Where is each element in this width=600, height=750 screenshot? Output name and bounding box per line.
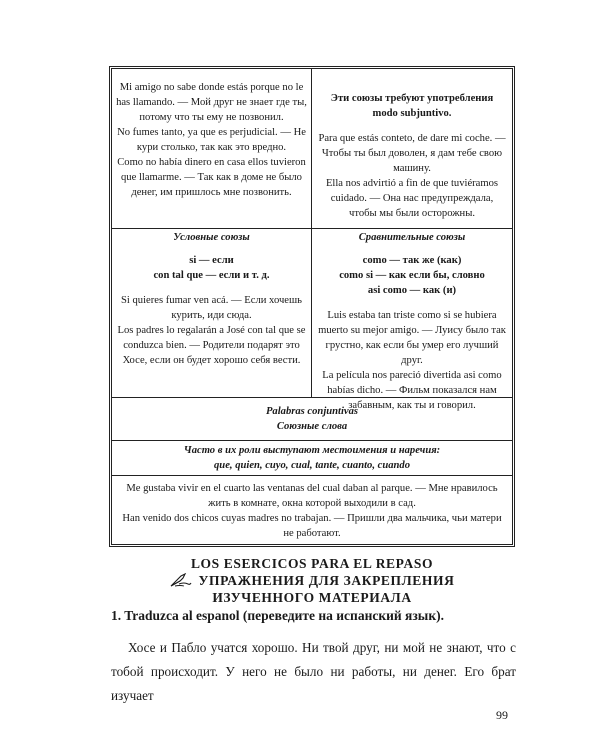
example-text: No fumes tanto, ya que es perjudicial. — Не кури столько, так как это вредно.	[117, 127, 306, 154]
example-text: Mi amigo no sabe donde estás porque no le has llamando. — Мой друг не знает где ты, потому что ты ему не позвонил.	[116, 82, 307, 124]
conditional-conjunctions-cell	[112, 229, 312, 397]
conjunctive-words-examples-cell	[112, 441, 512, 544]
subjunctive-note-cell	[312, 69, 512, 228]
cell-heading: Эти союзы требуют употребления modo subjuntivo.	[330, 93, 494, 120]
table-row	[112, 69, 512, 229]
cell-heading: Союзные слова	[276, 421, 348, 433]
conjunction-item: como — так же (как)	[362, 255, 462, 267]
example-text: Los padres lo regalarán a José con tal que se conduzca bien. — Родители подарят это Хосе, если он будет хорошо себя вести.	[117, 325, 306, 367]
section-title-line-1: LOS ESERCICOS PARA EL REPASO	[190, 556, 434, 571]
example-text: Como no había dinero en casa ellos tuvieron que llamarme. — Так как в доме не было денег, им пришлось мне позвонить.	[117, 157, 306, 199]
example-text: Para que estás conteto, de dare mi coche. — Чтобы ты был доволен, я дам тебе свою машину.	[318, 133, 506, 175]
causal-examples-cell	[112, 69, 312, 228]
examples-block	[112, 476, 512, 544]
comparative-conjunctions-cell	[312, 229, 512, 412]
example-text: Han venido dos chicos cuyas madres no trabajan. — Пришли два мальчика, чьи матери не работают.	[122, 513, 502, 540]
cell-heading: Условные союзы	[173, 232, 250, 243]
conjunction-item: asi como — как (и)	[367, 285, 457, 297]
table-row	[112, 398, 512, 441]
section-title-line-3: ИЗУЧЕННОГО МАТЕРИАЛА	[212, 590, 412, 605]
example-text: Luis estaba tan triste como si se hubiera muerto su mejor amigo. — Луису было так грустно, как если бы умер его лучший друг.	[318, 310, 506, 367]
exercise-body: Хосе и Пабло учатся хорошо. Ни твой друг, ни мой не знают, что с тобой происходит. У него не было ни работы, ни денег. Его брат изучает	[111, 640, 516, 703]
example-text: La película nos pareció divertida asi como habías dicho. — Фильм показался нам забавным, как ты и говорил.	[322, 370, 502, 412]
table-row	[112, 441, 512, 544]
writing-hand-icon	[170, 573, 192, 587]
conjunction-item: con tal que — если и т. д.	[153, 270, 270, 282]
example-text: Ella nos advirtió a fin de que tuviéramos cuidado. — Она нас предупреждала, чтобы мы были осторожны.	[325, 178, 499, 220]
section-title-line-2: УПРАЖНЕНИЯ ДЛЯ ЗАКРЕПЛЕНИЯ	[109, 572, 515, 589]
cell-heading: Сравнительные союзы	[358, 232, 466, 243]
cell-heading: Palabras conjuntivas	[265, 406, 359, 417]
conjunction-item: como si — как если бы, словно	[339, 270, 485, 282]
conjunction-item: si — если	[189, 255, 234, 267]
page-number: 99	[496, 708, 508, 722]
cell-heading: Часто в их роли выступают местоимения и наречия:	[183, 445, 441, 457]
cell-heading: que, quien, cuyo, cual, tante, cuanto, cuando	[214, 460, 410, 472]
cell-heading-block	[112, 441, 512, 476]
example-text: Si quieres fumar ven acá. — Если хочешь курить, иди сюда.	[121, 295, 302, 322]
example-text: Me gustaba vivir en el cuarto las ventanas del cual daban al parque. — Мне нравилось жить в комнате, окна которой выходили в сад.	[126, 483, 498, 510]
exercise-task: 1. Traduzca al espanol (переведите на испанский язык).	[111, 608, 444, 623]
conjunctions-table	[109, 66, 515, 547]
conjunctive-words-heading-cell	[112, 398, 512, 440]
